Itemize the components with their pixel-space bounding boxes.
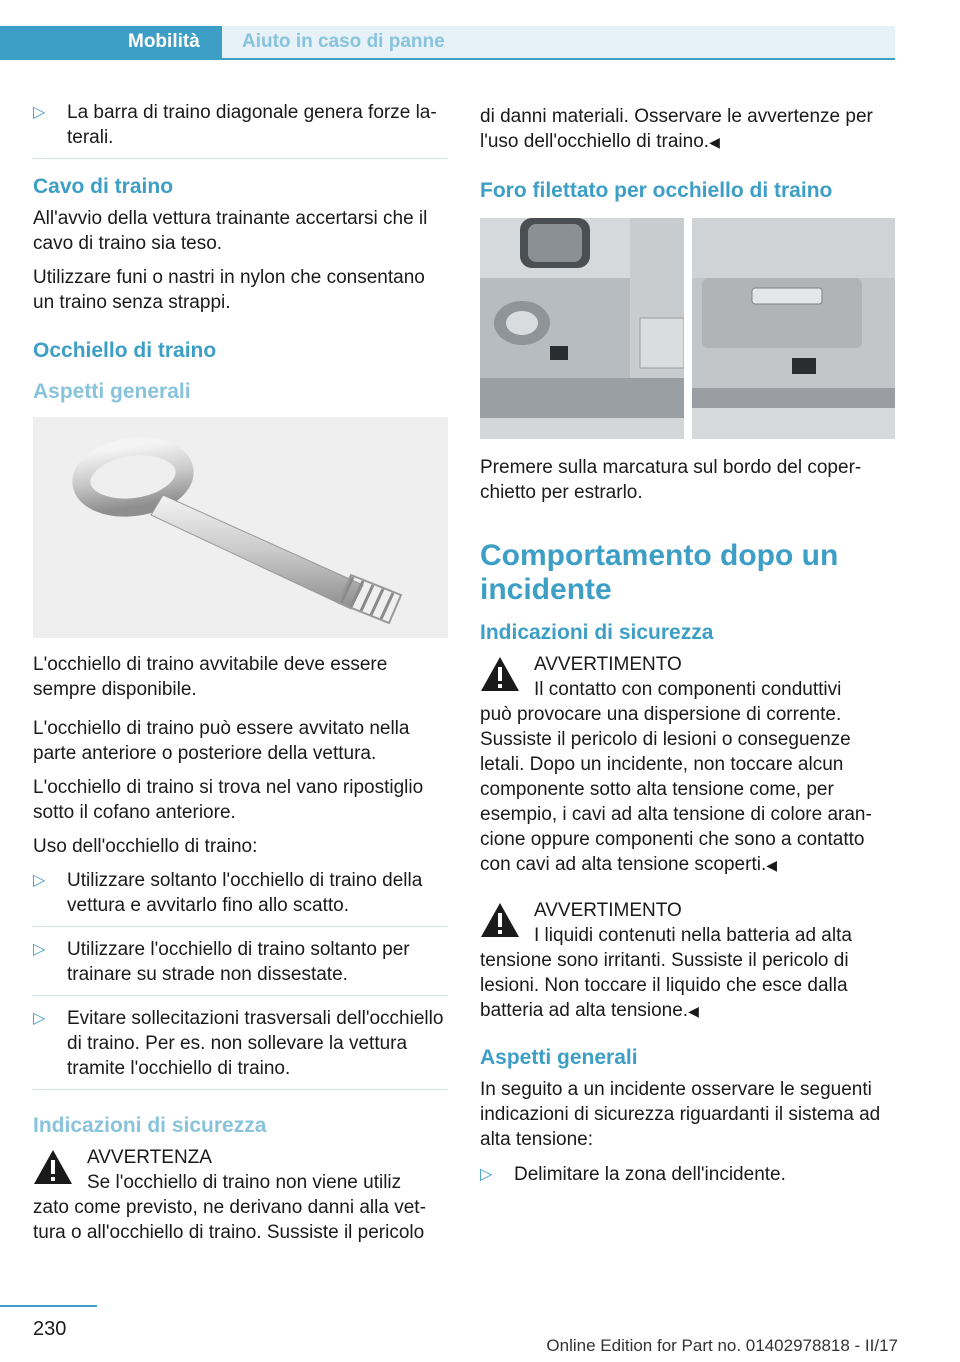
list-item: ▷ Evitare sollecitazioni trasversali dell'occhiello di traino. Per es. non sollevare la vettura tramite l'occhiello di traino.: [33, 1006, 448, 1090]
subsection-heading-aspetti: Aspetti generali: [33, 380, 191, 403]
chapter-heading: Comportamento dopo un incidente: [480, 539, 839, 606]
page-number: 230: [33, 1318, 67, 1340]
triangle-right-icon: ▷: [33, 941, 46, 958]
edition-info: Online Edition for Part no. 01402978818 - II/17: [546, 1336, 898, 1355]
warning-lead: Se l'occhiello di traino non viene utiliz: [87, 1172, 402, 1193]
subsection-heading-sicurezza: Indicazioni di sicurezza: [33, 1114, 267, 1137]
paragraph: Premere sulla marcatura sul bordo del coperchietto per estrarlo.: [480, 457, 862, 503]
triangle-right-icon: ▷: [33, 104, 46, 121]
warning-lead: Il contatto con componenti conduttivi: [534, 679, 842, 700]
paragraph: In seguito a un incidente osservare le seguenti indicazioni di sicurezza riguardanti il sistema ad alta tensione:: [480, 1079, 881, 1150]
right-column: [480, 104, 895, 1196]
end-mark: ◀: [688, 1003, 699, 1019]
subsection-tab: Aiuto in caso di panne: [222, 26, 895, 58]
end-mark: ◀: [766, 857, 778, 873]
warning-triangle-icon: [33, 1149, 73, 1185]
warning-text: può provocare una dispersione di corrente. Sussiste il pericolo di lesioni o conseguenze letali. Dopo un incidente, non toccare alcun componente sotto alta tensione come, per esempio, i cavi ad alta tensione di colore arancione oppure componenti che sono a contatto con cavi ad alta tensione scoperti.◀: [480, 704, 872, 875]
paragraph: L'occhiello di traino avvitabile deve essere sempre disponibile.: [33, 654, 388, 700]
paragraph: di danni materiali. Osservare le avvertenze per l'uso dell'occhiello di traino.◀: [480, 106, 873, 152]
towing-eye-illustration: [33, 417, 448, 638]
section-tab: Mobilità: [0, 26, 222, 58]
warning-lead: I liquidi contenuti nella batteria ad alta: [534, 925, 852, 946]
warning-block: [480, 652, 895, 878]
list-item: ▷ Utilizzare soltanto l'occhiello di traino della vettura e avvitarlo fino allo scatto.: [33, 868, 448, 927]
end-mark: ◀: [709, 134, 720, 150]
towing-eye-figure: [33, 417, 448, 638]
warning-title: AVVERTIMENTO: [534, 900, 682, 921]
warning-triangle-icon: [480, 656, 520, 692]
warning-text: zato come previsto, ne derivano danni alla vettura o all'occhiello di traino. Sussiste il pericolo: [33, 1197, 426, 1243]
car-front-figure: [480, 218, 895, 439]
footer-rule: [0, 1305, 97, 1307]
paragraph: L'occhiello di traino si trova nel vano ripostiglio sotto il cofano anteriore.: [33, 777, 424, 823]
list-item: ▷ Delimitare la zona dell'incidente.: [480, 1164, 786, 1185]
subsection-heading-aspetti: Aspetti generali: [480, 1046, 638, 1069]
triangle-right-icon: ▷: [480, 1166, 493, 1183]
paragraph: All'avvio della vettura trainante accertarsi che il cavo di traino sia teso.: [33, 208, 428, 254]
warning-block: [33, 1145, 448, 1245]
paragraph: Uso dell'occhiello di traino:: [33, 836, 258, 857]
list-item: ▷ Utilizzare l'occhiello di traino soltanto per trainare su strade non dissestate.: [33, 937, 448, 996]
list-item: ▷ La barra di traino diagonale genera forze laterali.: [33, 100, 448, 159]
page-header: [0, 26, 895, 60]
triangle-right-icon: ▷: [33, 1010, 46, 1027]
section-heading-cavo: Cavo di traino: [33, 175, 174, 198]
left-column: [33, 100, 448, 1257]
paragraph: L'occhiello di traino può essere avvitato nella parte anteriore o posteriore della vettura.: [33, 718, 410, 764]
warning-text: tensione sono irritanti. Sussiste il pericolo di lesioni. Non toccare il liquido che esce dalla batteria ad alta tensione.◀: [480, 950, 849, 1021]
section-heading-foro: Foro filettato per occhiello di traino: [480, 179, 833, 202]
warning-triangle-icon: [480, 902, 520, 938]
warning-title: AVVERTIMENTO: [534, 654, 682, 675]
subsection-heading-sicurezza: Indicazioni di sicurezza: [480, 621, 714, 644]
paragraph: Utilizzare funi o nastri in nylon che consentano un traino senza strappi.: [33, 267, 425, 313]
triangle-right-icon: ▷: [33, 872, 46, 889]
warning-block: [480, 898, 895, 1024]
warning-title: AVVERTENZA: [87, 1147, 212, 1168]
header-rule: [0, 58, 895, 60]
section-heading-occhiello: Occhiello di traino: [33, 339, 217, 362]
car-front-right-photo: [692, 218, 895, 439]
car-front-left-photo: [480, 218, 684, 439]
